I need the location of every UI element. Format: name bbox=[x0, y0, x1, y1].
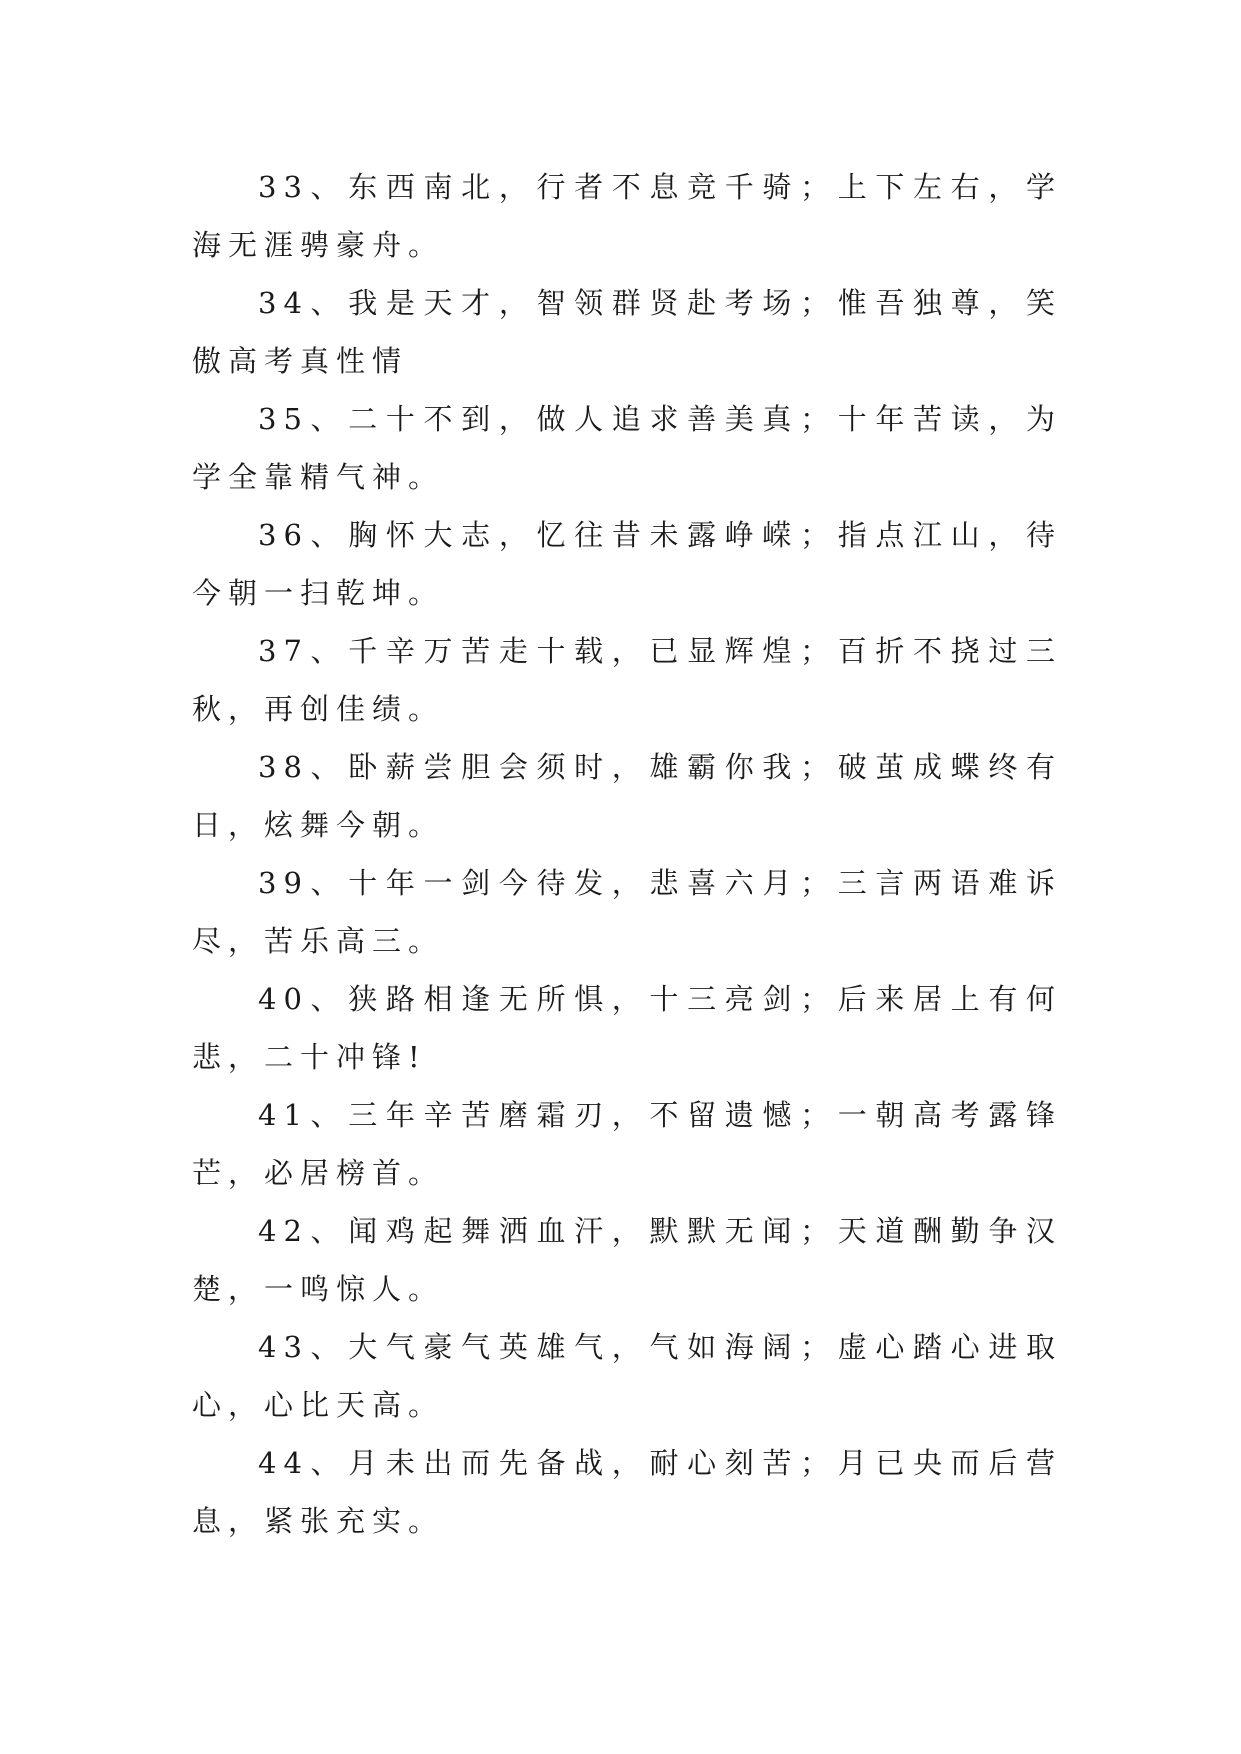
couplet-paragraph-39: 39、十年一剑今待发，悲喜六月；三言两语难诉尽，苦乐高三。 bbox=[192, 866, 1062, 958]
couplet-paragraph-41: 41、三年辛苦磨霜刃，不留遗憾；一朝高考露锋芒，必居榜首。 bbox=[192, 1098, 1062, 1190]
couplet-paragraph-35: 35、二十不到，做人追求善美真；十年苦读，为学全靠精气神。 bbox=[192, 402, 1062, 494]
couplet-paragraph-36: 36、胸怀大志，忆往昔未露峥嵘；指点江山，待今朝一扫乾坤。 bbox=[192, 518, 1062, 610]
couplet-paragraph-37: 37、千辛万苦走十载，已显辉煌；百折不挠过三秋，再创佳绩。 bbox=[192, 634, 1062, 726]
couplet-paragraph-42: 42、闻鸡起舞洒血汗，默默无闻；天道酬勤争汉楚，一鸣惊人。 bbox=[192, 1214, 1062, 1306]
couplet-paragraph-43: 43、大气豪气英雄气，气如海阔；虚心踏心进取心，心比天高。 bbox=[192, 1330, 1062, 1422]
couplet-paragraph-40: 40、狭路相逢无所惧，十三亮剑；后来居上有何悲，二十冲锋! bbox=[192, 982, 1062, 1074]
document-body bbox=[192, 158, 1062, 1550]
couplet-paragraph-34: 34、我是天才，智领群贤赴考场；惟吾独尊，笑傲高考真性情 bbox=[192, 286, 1062, 378]
couplet-paragraph-38: 38、卧薪尝胆会须时，雄霸你我；破茧成蝶终有日，炫舞今朝。 bbox=[192, 750, 1062, 842]
couplet-paragraph-44: 44、月未出而先备战，耐心刻苦；月已央而后营息，紧张充实。 bbox=[192, 1446, 1062, 1538]
couplet-paragraph-33: 33、东西南北，行者不息竞千骑；上下左右，学海无涯骋豪舟。 bbox=[192, 170, 1062, 262]
